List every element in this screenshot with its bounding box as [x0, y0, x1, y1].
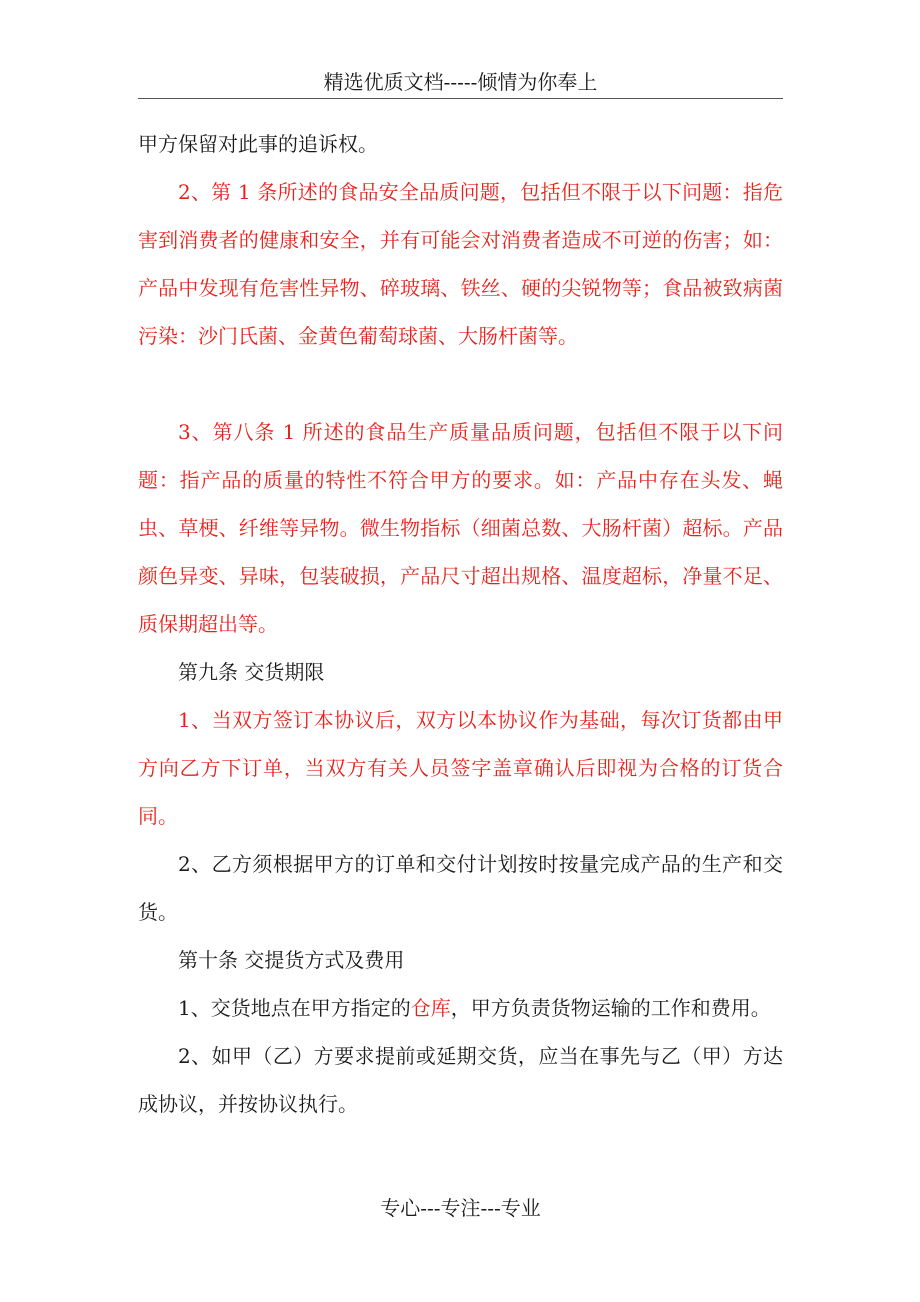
document-body — [138, 120, 783, 1128]
paragraph-right-of-recourse: 甲方保留对此事的追诉权。 — [138, 132, 378, 156]
paragraph-early-late-delivery: 2、如甲（乙）方要求提前或延期交货，应当在事先与乙（甲）方达成协议，并按协议执行。 — [138, 1044, 783, 1116]
paragraph-order-process: 1、当双方签订本协议后，双方以本协议作为基础，每次订货都由甲方向乙方下订单，当双方有关人员签字盖章确认后即视为合格的订货合同。 — [138, 708, 783, 828]
paragraph-production-delivery: 2、乙方须根据甲方的订单和交付计划按时按量完成产品的生产和交货。 — [138, 852, 783, 924]
article-10-heading: 第十条 交提货方式及费用 — [178, 948, 405, 972]
article-9-heading: 第九条 交货期限 — [178, 660, 325, 684]
paragraph-food-safety-issues: 2、第 1 条所述的食品安全品质问题，包括但不限于以下问题：指危害到消费者的健康和安全，并有可能会对消费者造成不可逆的伤害；如：产品中发现有危害性异物、碎玻璃、铁丝、硬的尖锐物等；食品被致病菌污染：沙门氏菌、金黄色葡萄球菌、大肠杆菌等。 — [138, 180, 783, 348]
page-footer: 专心---专注---专业 — [380, 1196, 541, 1220]
delivery-location-text-start: 1、交货地点在甲方指定的 — [178, 996, 411, 1020]
warehouse-highlight: 仓库 — [410, 996, 451, 1020]
paragraph-spacer — [138, 360, 783, 408]
page-header: 精选优质文档-----倾情为你奉上 — [138, 68, 783, 99]
paragraph-quality-issues: 3、第八条 1 所述的食品生产质量品质问题，包括但不限于以下问题：指产品的质量的特性不符合甲方的要求。如：产品中存在头发、蝇虫、草梗、纤维等异物。微生物指标（细菌总数、大肠杆菌）超标。产品颜色异变、异味，包装破损，产品尺寸超出规格、温度超标，净量不足、质保期超出等。 — [138, 420, 783, 636]
paragraph-delivery-location — [138, 984, 783, 1032]
delivery-location-text-end: ，甲方负责货物运输的工作和费用。 — [450, 996, 771, 1020]
